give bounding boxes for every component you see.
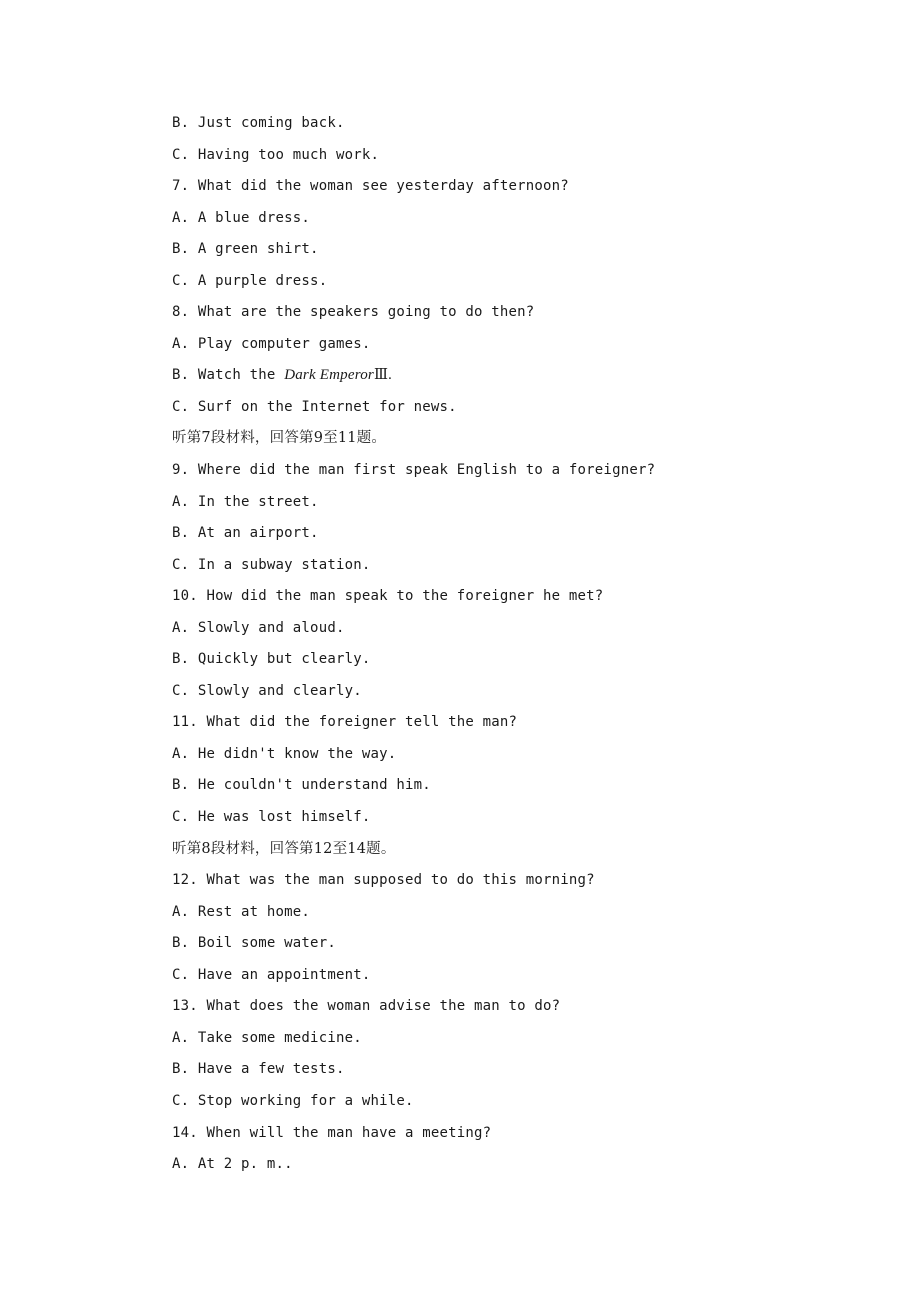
option-line: A. At 2 p. m.. [172,1156,293,1173]
option-line: B. Boil some water. [172,935,336,952]
option-line: C. Slowly and clearly. [172,682,362,699]
section-heading: 听第8段材料，回答第12至14题。 [172,840,396,857]
option-line: B. Just coming back. [172,115,345,131]
question-line: 12. What was the man supposed to do this morning? [172,872,595,889]
option-line [172,360,872,392]
option-line: A. He didn't know the way. [172,745,397,762]
option-line: C. He was lost himself. [172,809,371,826]
question-line: 14. When will the man have a meeting? [172,1124,492,1141]
option-line: C. A purple dress. [172,272,328,289]
option-line: C. Having too much work. [172,146,380,163]
option-line: C. Surf on the Internet for news. [172,398,457,415]
option-line: A. Slowly and aloud. [172,619,345,636]
question-line: 13. What does the woman advise the man to do? [172,998,561,1015]
question-line: 7. What did the woman see yesterday afternoon? [172,178,569,195]
option-line: A. Play computer games. [172,335,371,352]
document-page [172,108,872,1181]
option-line: B. At an airport. [172,525,319,542]
option-line: A. A blue dress. [172,209,311,226]
option-line: C. Stop working for a while. [172,1092,414,1109]
option-line: A. Take some medicine. [172,1029,362,1046]
option-line: B. Have a few tests. [172,1061,345,1078]
question-line: 9. Where did the man first speak English to a foreigner? [172,462,656,479]
option-line: B. A green shirt. [172,241,319,258]
title-suffix: Ⅲ. [373,367,392,384]
option-line: A. Rest at home. [172,903,311,920]
option-prefix: B. Watch the [172,367,285,384]
section-heading: 听第7段材料，回答第9至11题。 [172,430,387,447]
option-line: B. Quickly but clearly. [172,651,371,668]
question-line: 8. What are the speakers going to do then? [172,304,535,321]
title-italic: Dark Emperor [284,367,374,384]
option-line: A. In the street. [172,493,319,510]
option-line: C. In a subway station. [172,556,371,573]
option-line: C. Have an appointment. [172,966,371,983]
question-line: 10. How did the man speak to the foreigner he met? [172,588,604,605]
option-line: B. He couldn't understand him. [172,777,431,794]
question-line: 11. What did the foreigner tell the man? [172,714,518,731]
